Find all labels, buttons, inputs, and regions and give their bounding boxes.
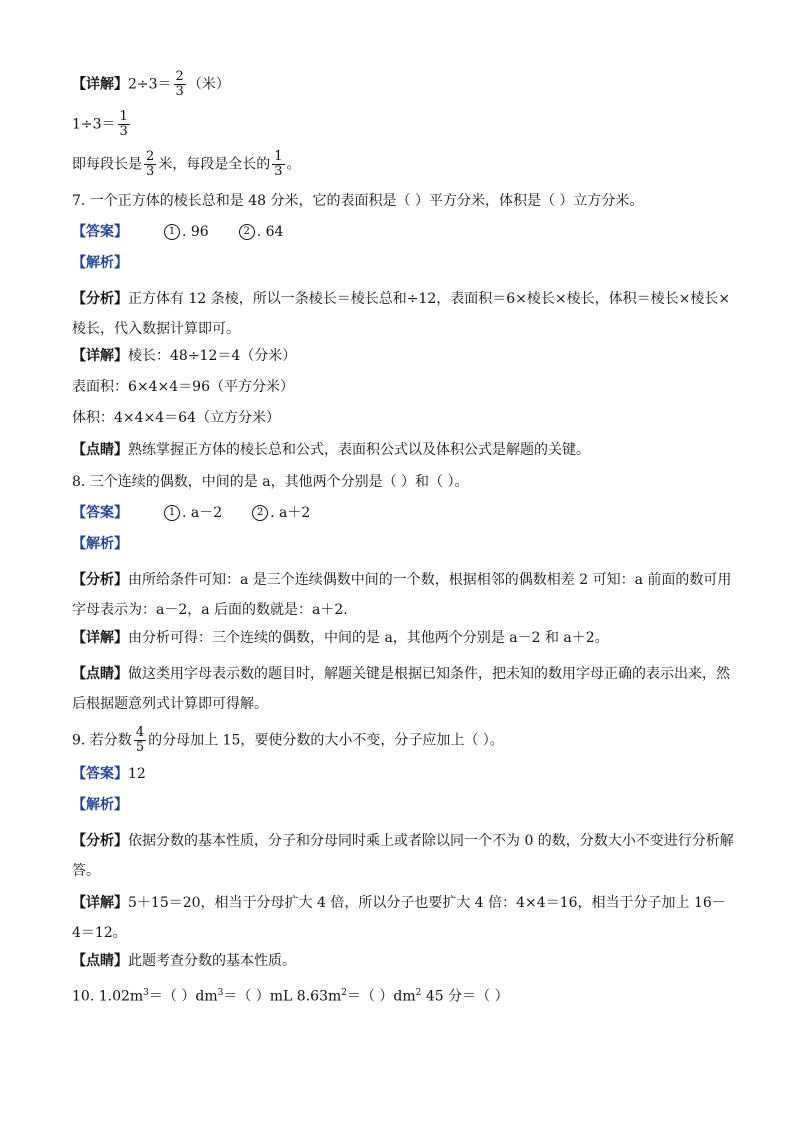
q9-question: 9. 若分数 $\frac{4}{5}$ 的分母加上 15，要使分数的大小不变，分子应加上（ ）。 [72, 725, 504, 755]
q7-answer: 【答案】 1 . 96 2 . 64 [72, 224, 284, 240]
q9-fenxi: 【分析】依据分数的基本性质，分子和分母同时乘上或者除以同一个不为 0 的数，分数大小不变进行分析解答。 [72, 833, 734, 879]
circle-number: 1 [164, 224, 180, 240]
fraction: $\frac{2}{3}$ [175, 69, 184, 99]
q8-dianjing: 【点睛】做这类用字母表示数的题目时，解题关键是根据已知条件，把未知的数用字母正确的表示出来，然后根据题意列式计算即可得解。 [72, 666, 730, 712]
q10-question: 10. $1.02m^3=$（ ）$dm^3=$（ ）mL $8.63m^2=$（ ）$dm^2$ 45 分＝（ ） [72, 988, 509, 1005]
q7-xiangjie-3: 体积：4×4×4＝64（立方分米） [72, 410, 280, 426]
q9-dianjing: 【点睛】此题考查分数的基本性质。 [72, 953, 296, 969]
q7-jiexi: 【解析】 [72, 255, 128, 271]
q8-answer: 【答案】 1 . a－2 2 . a＋2 [72, 505, 311, 521]
circle-number: 1 [164, 505, 180, 521]
l1: 【详解】2÷3＝ $\frac{2}{3}$ （米） [72, 69, 230, 99]
fraction: $\frac{1}{3}$ [274, 149, 283, 179]
q7-xiangjie-2: 表面积：6×4×4＝96（平方分米） [72, 379, 294, 395]
q9-jiexi: 【解析】 [72, 797, 128, 813]
circle-number: 2 [252, 505, 268, 521]
fraction: $\frac{4}{5}$ [135, 725, 145, 755]
q7-xiangjie-1: 【详解】棱长：48÷12＝4（分米） [72, 348, 297, 364]
l3: 即每段长是 $\frac{2}{3}$ 米，每段是全长的 $\frac{1}{3}$ 。 [72, 149, 301, 179]
q8-xiangjie: 【详解】由分析可得：三个连续的偶数，中间的是 a，其他两个分别是 a－2 和 a＋2。 [72, 630, 609, 646]
q9-answer: 【答案】12 [72, 766, 146, 782]
q7-dianjing: 【点睛】熟练掌握正方体的棱长总和公式，表面积公式以及体积公式是解题的关键。 [72, 442, 590, 458]
fraction: $\frac{1}{3}$ [119, 109, 128, 139]
fraction: $\frac{2}{3}$ [146, 149, 155, 179]
q7-fenxi: 【分析】正方体有 12 条棱，所以一条棱长＝棱长总和÷12，表面积＝6×棱长×棱长，体积＝棱长×棱长×棱长，代入数据计算即可。 [72, 291, 731, 337]
q9-xiangjie: 【详解】5＋15＝20，相当于分母扩大 4 倍，所以分子也要扩大 4 倍：4×4＝16，相当于分子加上 16－4＝12。 [72, 895, 726, 941]
q8-jiexi: 【解析】 [72, 536, 128, 552]
q7-question: 7. 一个正方体的棱长总和是 48 分米，它的表面积是（ ）平方分米，体积是（ ）立方分米。 [72, 193, 644, 209]
circle-number: 2 [239, 224, 255, 240]
q8-fenxi: 【分析】由所给条件可知：a 是三个连续偶数中间的一个数，根据相邻的偶数相差 2 可知：a 前面的数可用字母表示为：a－2，a 后面的数就是：a＋2. [72, 572, 732, 618]
l2: 1÷3＝ $\frac{1}{3}$ [72, 109, 128, 139]
q8-question: 8. 三个连续的偶数，中间的是 a，其他两个分别是（ ）和（ ）。 [72, 474, 469, 490]
